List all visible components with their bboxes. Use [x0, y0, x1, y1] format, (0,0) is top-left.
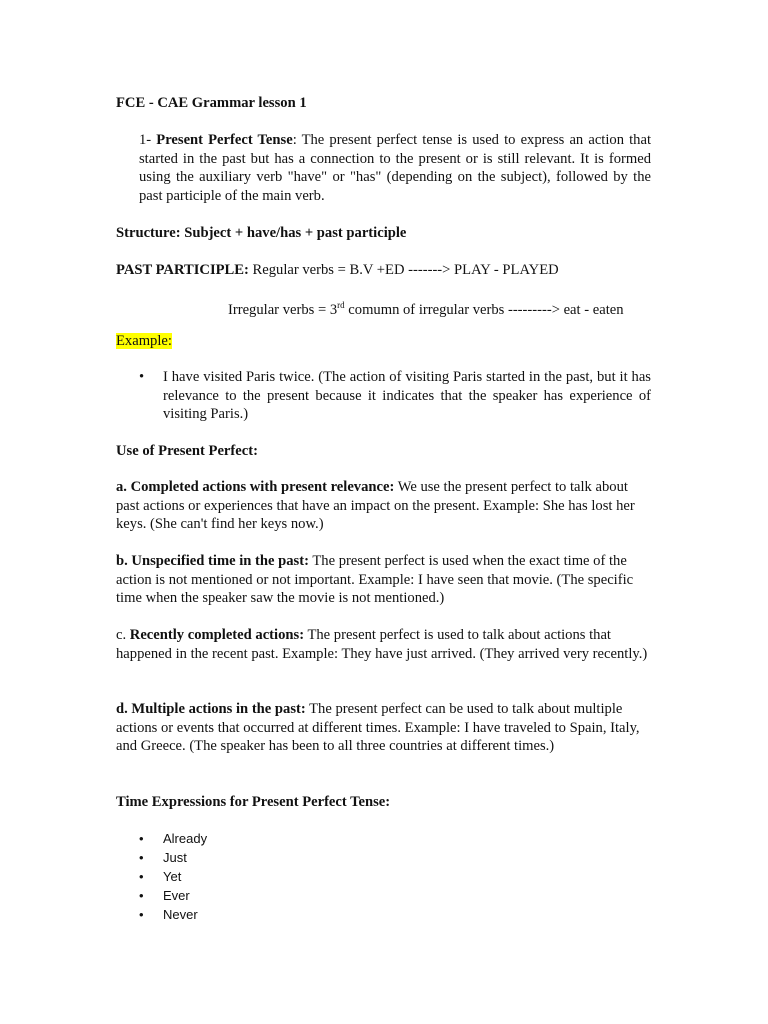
irregular-verbs-text: Irregular verbs = 3 — [228, 301, 338, 318]
list-item — [139, 867, 207, 886]
use-c-text: The present perfect is used to talk about actions that happened in the recent past. Example: They have just arrived. (They arrived very recently.) — [116, 627, 648, 662]
example-heading — [116, 332, 652, 351]
time-expression: Just — [163, 850, 187, 865]
use-a-label: a. Completed actions with present relevance: — [116, 479, 395, 495]
example-list — [139, 368, 651, 424]
past-participle-label: PAST PARTICIPLE: — [116, 262, 249, 278]
use-c-paragraph — [116, 626, 652, 663]
use-d-text: The present perfect can be used to talk about multiple actions or events that occurred at different times. Example: I have traveled to Spain, Italy, and Greece. (The speaker has been to all three countries at different times.) — [116, 701, 640, 755]
list-item — [139, 368, 651, 424]
bullet-icon: • — [139, 869, 144, 884]
regular-verbs-text: Regular verbs = B.V +ED -------> PLAY - PLAYED — [248, 262, 559, 278]
use-d-paragraph — [116, 700, 652, 756]
irregular-verbs-rest: comumn of irregular verbs ---------> eat - eaten — [344, 301, 624, 318]
bullet-icon: • — [139, 369, 145, 385]
time-expression: Ever — [163, 888, 190, 903]
time-expressions-heading: Time Expressions for Present Perfect Tense: — [116, 794, 391, 810]
use-heading: Use of Present Perfect: — [116, 443, 258, 459]
use-a-text: We use the present perfect to talk about past actions or experiences that have an impact on the present. Example: She has lost her keys. (She can't find her keys now.) — [116, 479, 635, 533]
present-perfect-text: : The present perfect tense is used to express an action that started in the past but has a connection to the present or is still relevant. It is formed using the auxiliary verb "have" or "has" (depending on the subject), followed by the past participle of the main verb. — [139, 132, 651, 205]
list-item — [139, 886, 207, 905]
time-expression: Yet — [163, 869, 182, 884]
present-perfect-definition — [139, 131, 651, 206]
use-a-paragraph — [116, 478, 652, 534]
structure-line: Structure: Subject + have/has + past participle — [116, 225, 407, 241]
use-b-text: The present perfect is used when the exact time of the action is not mentioned or not important. Example: I have seen that movie. (The specific time when the speaker saw the movie is not mentioned.) — [116, 553, 634, 607]
past-participle-line — [116, 261, 652, 280]
use-c-label: Recently completed actions: — [129, 627, 305, 643]
example-text: I have visited Paris twice. (The action of visiting Paris started in the past, but it has relevance to the present because it indicates that the speaker has experience of visiting Paris.) — [163, 369, 651, 423]
bullet-icon: • — [139, 888, 144, 903]
list-item — [139, 848, 207, 867]
bullet-icon: • — [139, 850, 144, 865]
lesson-title: FCE - CAE Grammar lesson 1 — [116, 95, 307, 111]
use-d-label: d. Multiple actions in the past: — [116, 701, 306, 717]
list-item — [139, 829, 207, 848]
use-c-prefix: c. — [116, 627, 130, 643]
time-expressions-list — [139, 829, 207, 924]
example-label-highlight: Example: — [116, 333, 172, 349]
time-expression: Never — [163, 907, 198, 922]
list-item — [139, 905, 207, 924]
use-b-paragraph — [116, 552, 652, 608]
time-expression: Already — [163, 831, 208, 846]
item-number: 1- — [139, 132, 157, 148]
present-perfect-term: Present Perfect Tense — [156, 132, 293, 148]
use-b-label: b. Unspecified time in the past: — [116, 553, 309, 569]
bullet-icon: • — [139, 907, 144, 922]
bullet-icon: • — [139, 831, 144, 846]
superscript-rd: rd — [337, 300, 345, 310]
irregular-verbs-line — [228, 296, 658, 320]
